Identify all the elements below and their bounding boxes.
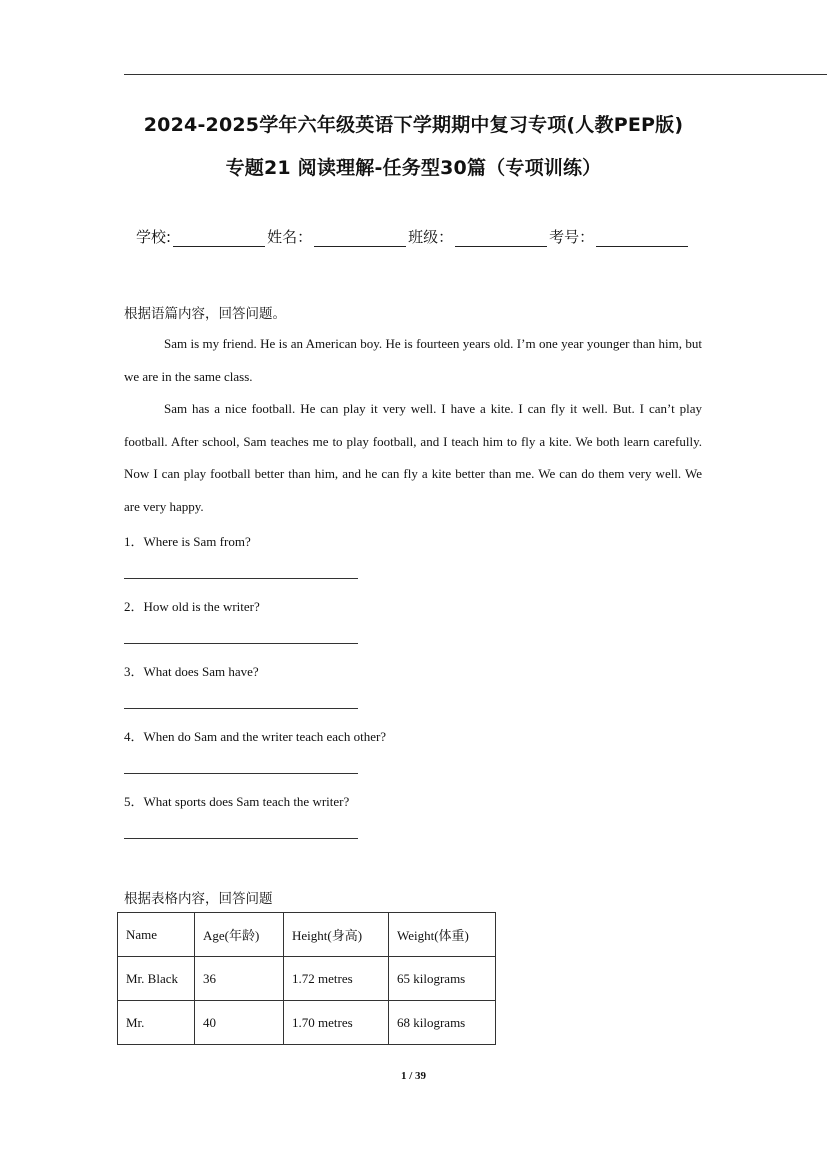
table-row: [118, 1001, 496, 1045]
section2-instruction: 根据表格内容，回答问题: [124, 891, 273, 907]
student-info-fields: [136, 226, 690, 247]
table-cell: Mr. Black: [118, 957, 195, 1001]
answer-line-2[interactable]: [124, 643, 358, 644]
class-blank[interactable]: [455, 230, 547, 247]
exam-number-label: 考号：: [549, 228, 595, 246]
paragraph-2-text: Sam has a nice football. He can play it very well. I have a kite. I can fly it well. But. I can’t play football. After school, Sam teaches me to play football, and I teach him to fly a kite. We both learn carefully. Now I can play football better than him, and he can fly a kite better than me. We can do them very well. We are very happy.: [124, 401, 702, 514]
header-weight: Weight(体重): [389, 913, 496, 957]
table-cell: 65 kilograms: [389, 957, 496, 1001]
table-cell: 1.70 metres: [284, 1001, 389, 1045]
table-cell: Mr.: [118, 1001, 195, 1045]
question-4: 4．When do Sam and the writer teach each other?: [124, 729, 387, 744]
answer-line-5[interactable]: [124, 838, 358, 839]
page-number: 1 / 39: [400, 1070, 427, 1082]
class-label: 班级：: [408, 228, 454, 246]
table-cell: 40: [195, 1001, 284, 1045]
info-table: [117, 912, 496, 1045]
passage-paragraph-1: [124, 328, 702, 393]
question-5: 5．What sports does Sam teach the writer?: [124, 794, 350, 809]
question-3: 3．What does Sam have?: [124, 664, 259, 679]
table-cell: 36: [195, 957, 284, 1001]
passage-paragraph-2: [124, 393, 702, 523]
answer-line-1[interactable]: [124, 578, 358, 579]
question-2: 2．How old is the writer?: [124, 599, 260, 614]
document-subtitle: 专题21 阅读理解-任务型30篇（专项训练）: [225, 157, 602, 179]
name-blank[interactable]: [314, 230, 406, 247]
school-blank[interactable]: [173, 230, 265, 247]
header-name: Name: [118, 913, 195, 957]
exam-number-blank[interactable]: [596, 230, 688, 247]
paragraph-1-text: Sam is my friend. He is an American boy. He is fourteen years old. I’m one year younger than him, but we are in the same class.: [124, 336, 702, 384]
name-label: 姓名：: [267, 228, 313, 246]
question-1: 1．Where is Sam from?: [124, 534, 251, 549]
table-header-row: [118, 913, 496, 957]
answer-line-4[interactable]: [124, 773, 358, 774]
section1-instruction: 根据语篇内容，回答问题。: [124, 306, 286, 322]
table-cell: 1.72 metres: [284, 957, 389, 1001]
header-rule: [124, 74, 827, 75]
header-age: Age(年龄): [195, 913, 284, 957]
table-cell: 68 kilograms: [389, 1001, 496, 1045]
table-row: [118, 957, 496, 1001]
document-title: 2024-2025学年六年级英语下学期期中复习专项(人教PEP版): [143, 114, 684, 136]
school-label: 学校:: [136, 228, 172, 246]
answer-line-3[interactable]: [124, 708, 358, 709]
header-height: Height(身高): [284, 913, 389, 957]
